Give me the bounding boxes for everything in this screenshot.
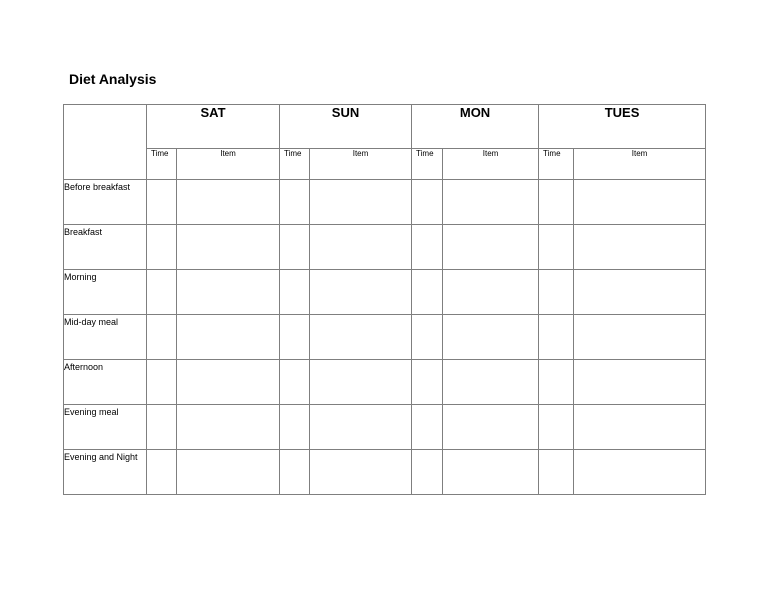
meal-label: Breakfast (64, 225, 147, 270)
time-cell-sun[interactable] (280, 405, 310, 450)
time-cell-tues[interactable] (539, 450, 574, 495)
item-cell-tues[interactable] (574, 450, 706, 495)
time-cell-tues[interactable] (539, 360, 574, 405)
item-cell-mon[interactable] (443, 315, 539, 360)
item-cell-tues[interactable] (574, 225, 706, 270)
item-cell-mon[interactable] (443, 180, 539, 225)
meal-rows (64, 180, 706, 495)
item-cell-sat[interactable] (177, 360, 280, 405)
item-cell-sat[interactable] (177, 270, 280, 315)
meal-label: Morning (64, 270, 147, 315)
item-cell-tues[interactable] (574, 180, 706, 225)
item-cell-sat[interactable] (177, 315, 280, 360)
time-cell-mon[interactable] (412, 405, 443, 450)
item-cell-tues[interactable] (574, 315, 706, 360)
time-cell-sat[interactable] (147, 405, 177, 450)
time-cell-tues[interactable] (539, 270, 574, 315)
item-cell-sun[interactable] (310, 450, 412, 495)
item-header-sat: Item (177, 149, 280, 180)
time-cell-sun[interactable] (280, 225, 310, 270)
page-title: Diet Analysis (69, 71, 157, 87)
item-cell-sat[interactable] (177, 450, 280, 495)
time-cell-sat[interactable] (147, 180, 177, 225)
time-cell-sat[interactable] (147, 225, 177, 270)
meal-label: Before breakfast (64, 180, 147, 225)
time-cell-tues[interactable] (539, 315, 574, 360)
meal-label: Afternoon (64, 360, 147, 405)
item-cell-sun[interactable] (310, 180, 412, 225)
time-header-mon: Time (412, 149, 443, 180)
time-cell-sun[interactable] (280, 180, 310, 225)
day-header-sun: SUN (280, 105, 412, 149)
time-cell-mon[interactable] (412, 270, 443, 315)
item-cell-sat[interactable] (177, 405, 280, 450)
item-cell-sat[interactable] (177, 225, 280, 270)
time-cell-sat[interactable] (147, 450, 177, 495)
diet-analysis-table (63, 104, 706, 495)
item-cell-tues[interactable] (574, 360, 706, 405)
time-cell-sat[interactable] (147, 315, 177, 360)
day-header-tues: TUES (539, 105, 706, 149)
item-cell-tues[interactable] (574, 270, 706, 315)
item-cell-mon[interactable] (443, 225, 539, 270)
item-header-sun: Item (310, 149, 412, 180)
time-cell-sun[interactable] (280, 450, 310, 495)
table-row (64, 225, 706, 270)
table-row (64, 360, 706, 405)
time-cell-mon[interactable] (412, 450, 443, 495)
meal-label: Evening and Night (64, 450, 147, 495)
item-cell-mon[interactable] (443, 450, 539, 495)
item-cell-mon[interactable] (443, 360, 539, 405)
table-row (64, 180, 706, 225)
time-cell-sat[interactable] (147, 360, 177, 405)
day-header-sat: SAT (147, 105, 280, 149)
time-cell-tues[interactable] (539, 225, 574, 270)
time-cell-sun[interactable] (280, 360, 310, 405)
item-cell-sun[interactable] (310, 225, 412, 270)
item-cell-mon[interactable] (443, 405, 539, 450)
table-row (64, 270, 706, 315)
item-cell-sun[interactable] (310, 270, 412, 315)
time-cell-mon[interactable] (412, 180, 443, 225)
time-header-tues: Time (539, 149, 574, 180)
item-cell-sun[interactable] (310, 315, 412, 360)
table-row (64, 315, 706, 360)
time-header-sat: Time (147, 149, 177, 180)
time-cell-mon[interactable] (412, 225, 443, 270)
item-cell-mon[interactable] (443, 270, 539, 315)
item-cell-sun[interactable] (310, 405, 412, 450)
time-cell-tues[interactable] (539, 405, 574, 450)
time-cell-sat[interactable] (147, 270, 177, 315)
time-cell-mon[interactable] (412, 315, 443, 360)
item-cell-tues[interactable] (574, 405, 706, 450)
item-cell-sun[interactable] (310, 360, 412, 405)
time-header-sun: Time (280, 149, 310, 180)
time-cell-mon[interactable] (412, 360, 443, 405)
time-cell-sun[interactable] (280, 315, 310, 360)
corner-cell (64, 105, 147, 180)
item-header-tues: Item (574, 149, 706, 180)
meal-label: Evening meal (64, 405, 147, 450)
table-row (64, 450, 706, 495)
item-cell-sat[interactable] (177, 180, 280, 225)
meal-label: Mid-day meal (64, 315, 147, 360)
day-header-mon: MON (412, 105, 539, 149)
item-header-mon: Item (443, 149, 539, 180)
time-cell-sun[interactable] (280, 270, 310, 315)
time-cell-tues[interactable] (539, 180, 574, 225)
table-row (64, 405, 706, 450)
